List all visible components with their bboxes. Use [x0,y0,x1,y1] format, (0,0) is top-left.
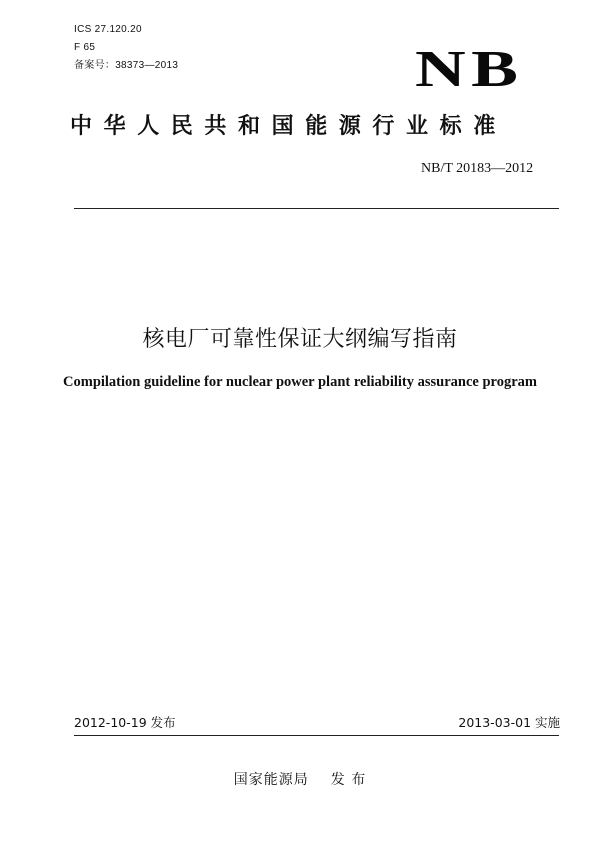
standard-title: 中华人民共和国能源行业标准 [70,114,507,139]
publisher-action: 发 布 [330,772,367,788]
publisher-line [0,770,600,790]
document-title-en: Compilation guideline for nuclear power plant reliability assurance program [63,374,537,390]
classification-code: F 65 [74,42,96,53]
issue-date: 2012-10-19 发布 [74,715,176,730]
publisher-name: 国家能源局 [233,772,309,788]
standard-number: NB/T 20183—2012 [421,161,534,176]
record-number: 备案号：38373—2013 [74,60,179,71]
ics-code: ICS 27.120.20 [74,24,142,35]
top-divider [74,208,559,209]
document-title-zh: 核电厂可靠性保证大纲编写指南 [142,327,458,352]
bottom-divider [74,735,559,736]
nb-logo: NB [415,41,524,98]
effective-date: 2013-03-01 实施 [458,715,560,730]
